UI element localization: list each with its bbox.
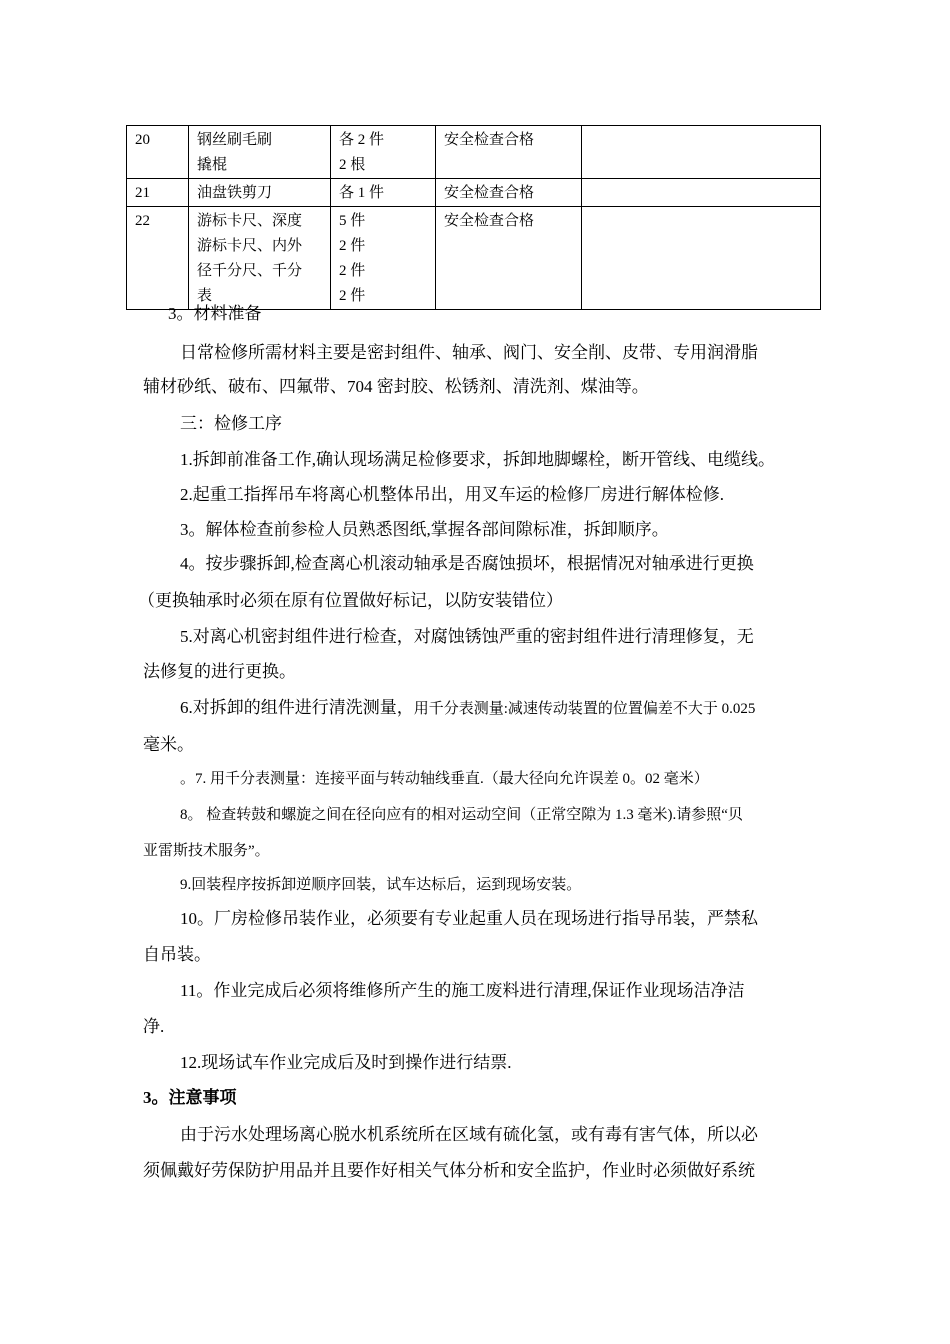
- step-9: 9.回装程序按拆卸逆顺序回装，试车达标后，运到现场安装。: [180, 877, 582, 893]
- cell-name: 游标卡尺、深度 游标卡尺、内外 径千分尺、千分 表: [189, 207, 331, 310]
- step-4-cont: （更换轴承时必须在原有位置做好标记，以防安装错位）: [138, 591, 563, 610]
- step-11-cont: 净.: [143, 1017, 165, 1036]
- step-2: 2.起重工指挥吊车将离心机整体吊出，用叉车运的检修厂房进行解体检修.: [180, 485, 724, 504]
- notes-paragraph-line: 由于污水处理场离心脱水机系统所在区域有硫化氢，或有毒有害气体，所以必: [180, 1125, 758, 1144]
- cell-status: 安全检查合格: [436, 179, 582, 207]
- step-6-measure: 用千分表测量:减速传动装置的位置偏差不大于 0.025: [413, 701, 756, 717]
- cell-status: 安全检查合格: [436, 207, 582, 310]
- table-row: [127, 207, 821, 310]
- step-5-cont: 法修复的进行更换。: [143, 662, 296, 681]
- material-paragraph-line: 辅材砂纸、破布、四氟带、704 密封胶、松锈剂、清洗剂、煤油等。: [143, 377, 649, 396]
- material-paragraph-line: 日常检修所需材料主要是密封组件、轴承、阀门、安全削、皮带、专用润滑脂: [180, 343, 758, 362]
- cell-qty: 5 件 2 件 2 件 2 件: [331, 207, 436, 310]
- step-8: 8。 检查转鼓和螺旋之间在径向应有的相对运动空间（正常空隙为 1.3 毫米).请参照“贝: [180, 807, 743, 823]
- cell-name: 油盘铁剪刀: [189, 179, 331, 207]
- step-6: [180, 697, 755, 720]
- step-10: 10。厂房检修吊装作业，必须要有专业起重人员在现场进行指导吊装，严禁私: [180, 909, 758, 928]
- step-1: 1.拆卸前准备工作,确认现场满足检修要求，拆卸地脚螺栓，断开管线、电缆线。: [180, 450, 775, 469]
- cell-name: 钢丝刷毛刷 撬棍: [189, 126, 331, 179]
- cell-no: 22: [127, 207, 189, 310]
- table-row: [127, 126, 821, 179]
- cell-no: 20: [127, 126, 189, 179]
- step-11: 11。作业完成后必须将维修所产生的施工废料进行清理,保证作业现场洁净洁: [180, 981, 745, 1000]
- process-heading: 三：检修工序: [180, 414, 282, 433]
- step-12: 12.现场试车作业完成后及时到操作进行结票.: [180, 1053, 512, 1072]
- step-6-text: 6.对拆卸的组件进行清洗测量，: [180, 698, 414, 717]
- cell-qty: 各 2 件 2 根: [331, 126, 436, 179]
- cell-note: [582, 179, 821, 207]
- notes-heading: 3。注意事项: [143, 1088, 237, 1107]
- tools-table: [126, 125, 821, 310]
- step-3: 3。解体检查前参检人员熟悉图纸,掌握各部间隙标准，拆卸顺序。: [180, 520, 669, 539]
- step-8-cont: 亚雷斯技术服务”。: [143, 843, 270, 859]
- cell-no: 21: [127, 179, 189, 207]
- step-10-cont: 自吊装。: [143, 945, 211, 964]
- cell-note: [582, 126, 821, 179]
- step-7: 。7. 用千分表测量：连接平面与转动轴线垂直.（最大径向允许误差 0。02 毫米）: [180, 771, 709, 787]
- table-row: [127, 179, 821, 207]
- cell-status: 安全检查合格: [436, 126, 582, 179]
- step-6-cont: 毫米。: [143, 735, 194, 754]
- cell-note: [582, 207, 821, 310]
- step-4: 4。按步骤拆卸,检查离心机滚动轴承是否腐蚀损坏，根据情况对轴承进行更换: [180, 554, 754, 573]
- notes-paragraph-line: 须佩戴好劳保防护用品并且要作好相关气体分析和安全监护，作业时必须做好系统: [143, 1161, 755, 1180]
- material-heading: 3。材料准备: [168, 304, 262, 323]
- cell-qty: 各 1 件: [331, 179, 436, 207]
- step-5: 5.对离心机密封组件进行检查，对腐蚀锈蚀严重的密封组件进行清理修复，无: [180, 627, 754, 646]
